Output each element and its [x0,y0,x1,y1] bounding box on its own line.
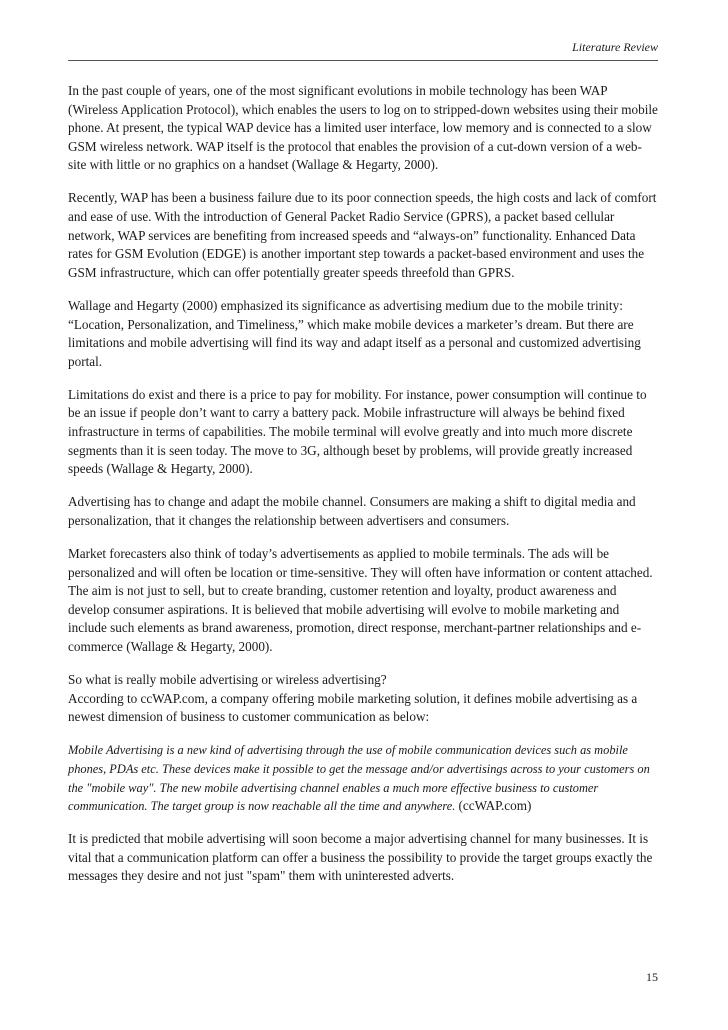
paragraph-closing: It is predicted that mobile advertising will soon become a major advertising channel for many businesses. It is vital that a communication platform can offer a business the possibility to provide the target groups exactly the messages they desire and not just "spam" them with uninterested adverts. [68,831,653,884]
header-title: Literature Review [572,40,658,54]
paragraph-limitations: Limitations do exist and there is a price to pay for mobility. For instance, power consumption will continue to be an issue if people don’t want to carry a battery pack. Mobile infrastructure will always be behind fixed infrastructure in terms of capabilities. The mobile terminal will evolve greatly and into much more discrete segments than it is seen today. The move to 3G, although beset by problems, will provide greatly increased speeds (Wallage & Hegarty, 2000). [68,386,647,477]
page-number: 15 [646,970,658,984]
quote-block [68,741,660,815]
paragraph-market-forecasters: Market forecasters also think of today’s advertisements as applied to mobile terminals. The ads will be personalized and will often be location or time-sensitive. They will often have information or content attached. The aim is not just to sell, but to create branding, customer retention and loyalty, product awareness and develop consumer aspirations. It is believed that mobile advertising will evolve to mobile marketing and include such elements as brand awareness, promotion, direct response, merchant-partner relationships and e-commerce (Wallage & Hegarty, 2000). [68,545,653,654]
paragraph-gprs: Recently, WAP has been a business failure due to its poor connection speeds, the high costs and lack of comfort and ease of use. With the introduction of General Packet Radio Service (GPRS), a packet based cellular network, WAP services are benefiting from increased speeds and “always-on” functionality. Enhanced Data rates for GSM Evolution (EDGE) is another important step towards a packet-based environment and uses the GSM infrastructure, which can offer potentially greater speeds threefold than GPRS. [68,190,657,280]
quote-text: Mobile Advertising is a new kind of advertising through the use of mobile communication devices such as mobile phones, PDAs etc. These devices make it possible to get the message and/or advertisings across to your customers on the "mobile way". The new mobile advertising channel enables a much more effective business to customer communication. The target group is now reachable all the time and anywhere. [68,743,650,814]
running-header [68,40,658,61]
quote-source: (ccWAP.com) [458,798,532,814]
body-text [68,82,660,900]
paragraph-mobile-trinity: Wallage and Hegarty (2000) emphasized its significance as advertising medium due to the mobile trinity: “Location, Personalization, and Timeliness,” which make mobile devices a marketer’s dream. But there are limitations and mobile advertising will find its way and adapt itself as a personal and customized advertising portal. [68,297,641,369]
paragraph-question: So what is really mobile advertising or wireless advertising? [68,672,387,688]
paragraph-wap: In the past couple of years, one of the most significant evolutions in mobile technology has been WAP (Wireless Application Protocol), which enables the users to log on to stripped-down websites using their mobile phone. At present, the typical WAP device has a limited user interface, low memory and is connected to a slow GSM wireless network. WAP itself is the protocol that enables the provision of a cut-down version of a web-site with little or no graphics on a handset (Wallage & Hegarty, 2000). [68,83,658,173]
paragraph-advertising-change: Advertising has to change and adapt the mobile channel. Consumers are making a shift to digital media and personalization, that it changes the relationship between advertisers and consumers. [68,494,636,528]
paragraph-intro: According to ccWAP.com, a company offering mobile marketing solution, it defines mobile advertising as a newest dimension of business to customer communication as below: [68,690,638,725]
